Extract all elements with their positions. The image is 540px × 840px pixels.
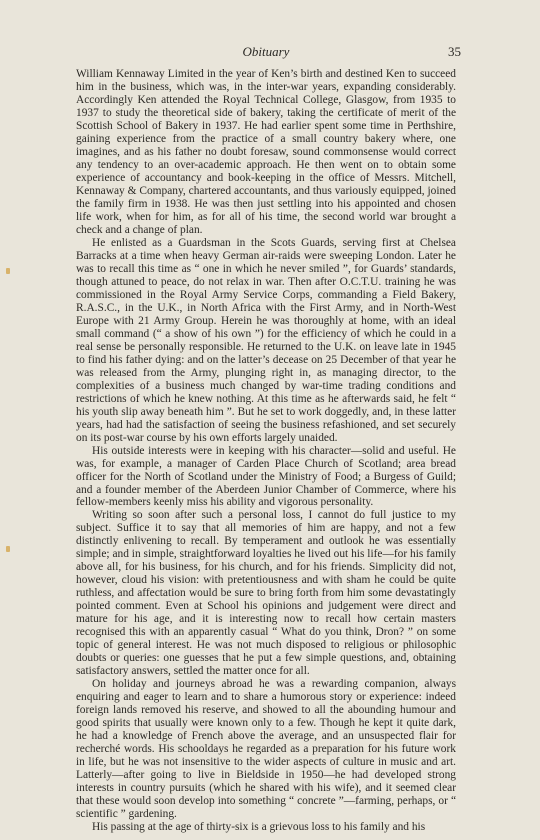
paragraph-5: On holiday and journeys abroad he was a rewarding companion, always enquiring and eager to learn and to share a humorous story or experience: indeed foreign lands removed his reserve, and showed to all the abounding humour and good spirits that usually were known only to a few. Though he kept it quite dark, he had a knowledge of French above the average, and an unsuspected flair for recherché words. His schooldays he regarded as a preparation for his future work in life, but he was not insensitive to the wider aspects of culture in music and art. Latterly—after going to live in Bieldside in 1950—he had developed strong interests in country pursuits (which he shared with his wife), and it seemed clear that these would soon develop into something “ concrete ”—farming, perhaps, or “ scientific ” gardening. xyxy=(76,678,456,821)
running-title: Obituary xyxy=(242,44,290,59)
margin-mark xyxy=(6,546,10,552)
page-header xyxy=(76,44,461,64)
paragraph-3: His outside interests were in keeping with his character—solid and useful. He was, for example, a manager of Carden Place Church of Scotland; area bread officer for the North of Scotland under the Ministry of Food; a Burgess of Guild; and a founder member of the Aberdeen Junior Chamber of Commerce, where his fellow-members keenly miss his ability and vigorous personality. xyxy=(76,444,456,509)
paragraph-2: He enlisted as a Guardsman in the Scots Guards, serving first at Chelsea Barracks at a time when heavy German air-raids were sweeping London. Later he was to recall this time as “ one in which he never smiled ”, for Guards’ standards, though attuned to peace, do not relax in war. Then after O.C.T.U. training he was commissioned in the Royal Army Service Corps, commanding a Field Bakery, R.A.S.C., in the U.K., in North Africa with the First Army, and in North-West Europe with 21 Army Group. Herein he was thoroughly at home, with an ideal small command (“ a show of his own ”) for the efficiency of which he could in a real sense be personally responsible. He returned to the U.K. on leave late in 1945 to find his father dying: and on the latter’s decease on 25 December of that year he was released from the Army, plunging right in, as managing director, to the complexities of a business much changed by war-time trading conditions and restrictions of which he knew nothing. At this time as he afterwards said, he felt “ his youth slip away beneath him ”. But he set to work doggedly, and, in these latter years, had had the satisfaction of seeing the business refashioned, and set securely on its post-war course by his own efforts largely unaided. xyxy=(76,236,456,444)
margin-mark xyxy=(6,268,10,274)
page-number: 35 xyxy=(448,44,461,59)
paragraph-6: His passing at the age of thirty-six is a grievous loss to his family and his xyxy=(92,821,426,834)
paragraph-1: William Kennaway Limited in the year of Ken’s birth and destined Ken to succeed him in the business, which was, in the inter-war years, expanding considerably. Accordingly Ken attended the Royal Technical College, Glasgow, from 1935 to 1937 to study the theoretical side of bakery, taking the certificate of merit of the Scottish School of Bakery in 1937. He had earlier spent some time in Perthshire, gaining experience from the practice of a small country bakery where, one imagines, and as his father no doubt foresaw, sound commonsense would correct any tendency to an over-academic approach. He then went on to obtain some experience of accountancy and book-keeping in the office of Messrs. Mitchell, Kennaway & Company, chartered accountants, and thus variously equipped, joined the family firm in 1938. He was then just settling into his appointed and chosen life work, when for him, as for all of his time, the second world war brought a check and a change of plan. xyxy=(76,68,456,236)
paragraph-4: Writing so soon after such a personal loss, I cannot do full justice to my subject. Suffice it to say that all memories of him are happy, and not a few distinctly enlivening to recall. By temperament and outlook he was essentially simple; and in simple, straightforward loyalties he lived out his life—for his family above all, for his business, for his church, and for his friends. Simplicity did not, however, cloud his vision: with pretentiousness and with sham he could be quite ruthless, and affectation would be sure to bring forth from him some devastatingly pointed comment. Even at School his opinions and judgement were direct and mature for his age, and it is interesting now to recall how certain masters recognised this with an apparently casual “ What do you think, Dron? ” on some topic of general interest. He was not much disposed to religious or philosophic doubts or queries: one guesses that he put a few simple questions, and, obtaining satisfactory answers, settled the matter once for all. xyxy=(76,509,456,678)
article-body xyxy=(76,68,456,834)
